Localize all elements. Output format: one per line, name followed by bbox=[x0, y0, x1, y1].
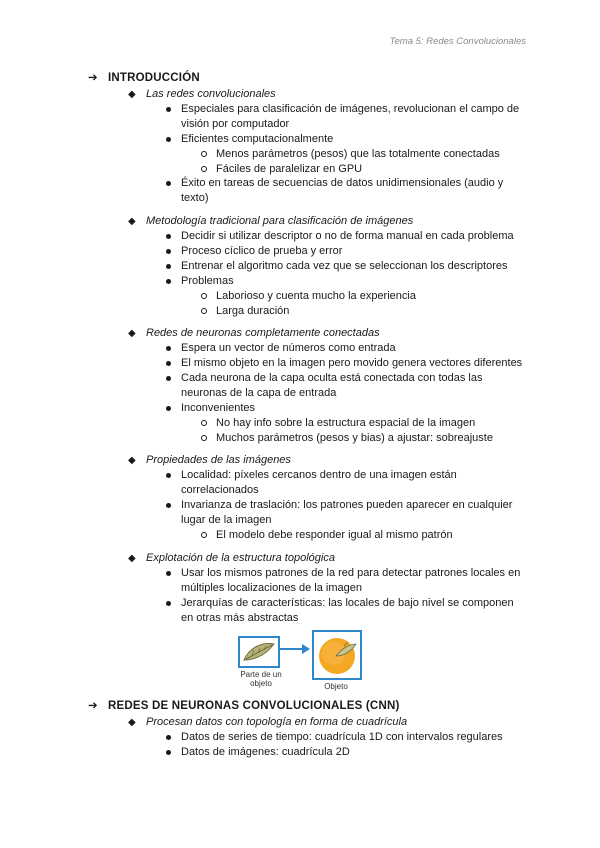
circle-bullet-icon bbox=[201, 308, 207, 314]
list-item: Cada neurona de la capa oculta está conectada con todas las neuronas de la capa de entrada bbox=[0, 371, 600, 401]
diamond-bullet-icon: ◆ bbox=[128, 89, 136, 100]
part-object-figure bbox=[0, 630, 600, 692]
list-item: Datos de series de tiempo: cuadrícula 1D con intervalos regulares bbox=[0, 730, 600, 745]
section-heading: ➔ INTRODUCCIÓN bbox=[88, 72, 200, 84]
bullet-icon bbox=[166, 361, 171, 366]
bullet-icon bbox=[166, 107, 171, 112]
object-caption: Objeto bbox=[324, 681, 348, 691]
circle-bullet-icon bbox=[201, 151, 207, 157]
list-item: Inconvenientes bbox=[0, 401, 600, 416]
bullet-icon bbox=[166, 137, 171, 142]
subsection-heading: ◆ Redes de neuronas completamente conectadas bbox=[128, 327, 380, 339]
list-item: Entrenar el algoritmo cada vez que se seleccionan los descriptores bbox=[0, 259, 600, 274]
subsection-heading: ◆ Explotación de la estructura topológica bbox=[128, 551, 335, 564]
bullet-icon bbox=[166, 503, 171, 508]
diamond-bullet-icon: ◆ bbox=[128, 328, 136, 339]
bullet-icon bbox=[166, 234, 171, 239]
bullet-icon bbox=[166, 279, 171, 284]
page-header: Tema 5: Redes Convolucionales bbox=[389, 36, 526, 47]
diamond-bullet-icon: ◆ bbox=[128, 552, 136, 564]
diamond-bullet-icon: ◆ bbox=[128, 716, 136, 728]
bullet-icon bbox=[166, 601, 171, 606]
list-item: Decidir si utilizar descriptor o no de forma manual en cada problema bbox=[0, 229, 600, 244]
list-item: Éxito en tareas de secuencias de datos unidimensionales (audio y texto) bbox=[0, 176, 600, 206]
list-item: Especiales para clasificación de imágenes, revolucionan el campo de visión por computador bbox=[0, 102, 600, 132]
section-heading: ➔ REDES DE NEURONAS CONVOLUCIONALES (CNN) bbox=[88, 699, 400, 712]
bullet-icon bbox=[166, 376, 171, 381]
list-item: Espera un vector de números como entrada bbox=[0, 341, 600, 356]
circle-bullet-icon bbox=[201, 532, 207, 538]
document-body bbox=[0, 70, 600, 760]
list-item: Proceso cíclico de prueba y error bbox=[0, 244, 600, 259]
right-arrow-icon bbox=[280, 642, 310, 660]
arrow-icon: ➔ bbox=[88, 72, 98, 84]
bullet-icon bbox=[166, 181, 171, 186]
diamond-bullet-icon: ◆ bbox=[128, 216, 136, 227]
subsection-heading: ◆ Procesan datos con topología en forma de cuadrícula bbox=[128, 715, 408, 728]
list-item: Jerarquías de características: las locales de bajo nivel se componen en otras más abstractas bbox=[0, 596, 600, 626]
subsection-heading: ◆ Propiedades de las imágenes bbox=[128, 454, 291, 466]
leaf-part-icon bbox=[240, 638, 278, 666]
bullet-icon bbox=[166, 249, 171, 254]
list-item: Eficientes computacionalmente bbox=[0, 132, 600, 147]
sub-list-item: No hay info sobre la estructura espacial de la imagen bbox=[0, 416, 600, 431]
sub-list-item: Menos parámetros (pesos) que las totalmente conectadas bbox=[0, 147, 600, 162]
sub-list-item: Larga duración bbox=[0, 304, 600, 319]
bullet-icon bbox=[166, 406, 171, 411]
bullet-icon bbox=[166, 346, 171, 351]
bullet-icon bbox=[166, 473, 171, 478]
sub-list-item: Fáciles de paralelizar en GPU bbox=[0, 162, 600, 177]
list-item: Problemas bbox=[0, 274, 600, 289]
bullet-icon bbox=[166, 750, 171, 755]
object-image bbox=[312, 630, 362, 680]
list-item: El mismo objeto en la imagen pero movido genera vectores diferentes bbox=[0, 356, 600, 371]
list-item: Datos de imágenes: cuadrícula 2D bbox=[0, 745, 600, 760]
list-item: Localidad: píxeles cercanos dentro de una imagen están correlacionados bbox=[0, 468, 600, 498]
subsection-heading: ◆ Las redes convolucionales bbox=[128, 88, 276, 100]
circle-bullet-icon bbox=[201, 293, 207, 299]
bullet-icon bbox=[166, 264, 171, 269]
arrow-icon: ➔ bbox=[88, 699, 98, 712]
sub-list-item: Muchos parámetros (pesos y bias) a ajustar: sobreajuste bbox=[0, 431, 600, 446]
sub-list-item: El modelo debe responder igual al mismo patrón bbox=[0, 528, 600, 543]
sub-list-item: Laborioso y cuenta mucho la experiencia bbox=[0, 289, 600, 304]
circle-bullet-icon bbox=[201, 420, 207, 426]
list-item: Invarianza de traslación: los patrones pueden aparecer en cualquier lugar de la imagen bbox=[0, 498, 600, 528]
subsection-heading: ◆ Metodología tradicional para clasificación de imágenes bbox=[128, 215, 414, 227]
list-item: Usar los mismos patrones de la red para detectar patrones locales en múltiples localizaciones de la imagen bbox=[0, 566, 600, 596]
diamond-bullet-icon: ◆ bbox=[128, 455, 136, 466]
bullet-icon bbox=[166, 571, 171, 576]
circle-bullet-icon bbox=[201, 435, 207, 441]
part-image bbox=[238, 636, 280, 668]
part-caption: Parte de un objeto bbox=[240, 669, 282, 688]
bullet-icon bbox=[166, 735, 171, 740]
circle-bullet-icon bbox=[201, 166, 207, 172]
orange-object-icon bbox=[314, 632, 360, 678]
